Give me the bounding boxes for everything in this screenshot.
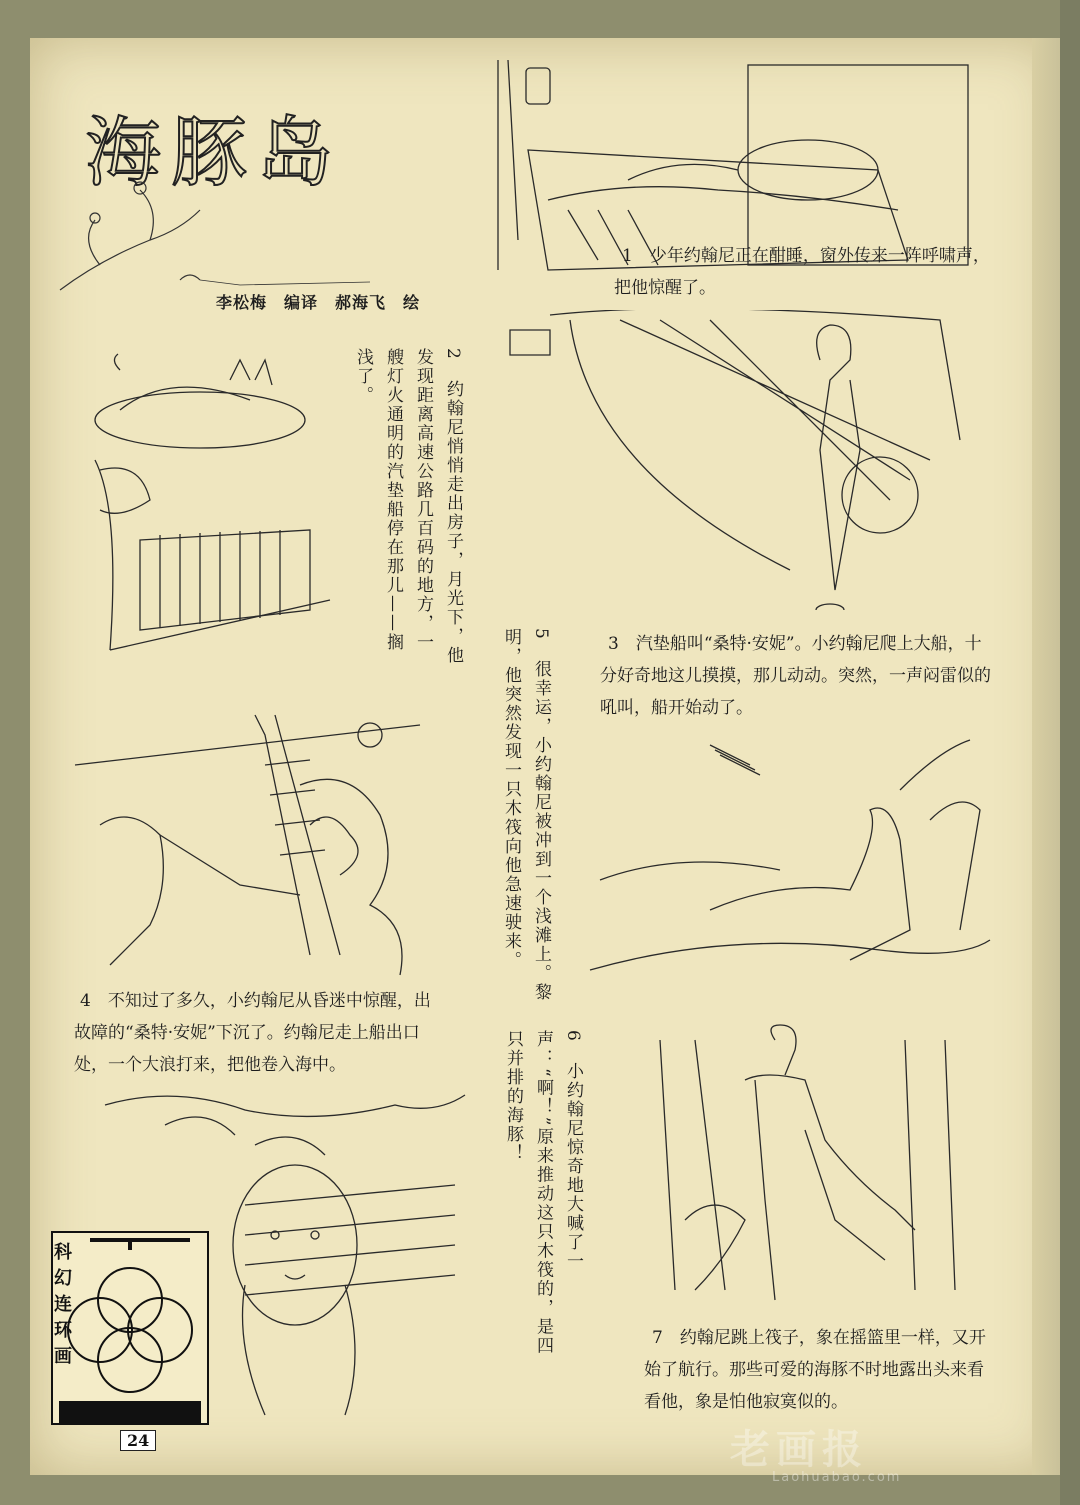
caption-1: 1 少年约翰尼正在酣睡，窗外传来一阵呼啸声，把他惊醒了。	[614, 246, 990, 298]
caption-6: 6 小约翰尼惊奇地大喊了一声：“啊！”原来推动这只木筏的，是四只并排的海豚！	[503, 1030, 583, 1356]
caption-7: 7 约翰尼跳上筏子，象在摇篮里一样，又开始了航行。那些可爱的海豚不时地露出头来看看他，象是怕他寂寞似的。	[644, 1328, 986, 1412]
panel-7-illustration	[655, 1020, 995, 1305]
caption-2: 2 约翰尼悄悄走出房子，月光下，他发现距离高速公路几百码的地方，一艘灯火通明的汽垫船停在那儿——搁浅了。	[353, 348, 463, 665]
panel-3-illustration	[490, 310, 990, 610]
watermark-url: Laohuabao.com	[772, 1470, 902, 1485]
series-logo	[50, 1230, 210, 1426]
watermark-logo: 老画报	[730, 1427, 868, 1473]
caption-4: 4 不知过了多久，小约翰尼从昏迷中惊醒，出故障的“桑特·安妮”下沉了。约翰尼走上船出口处，一个大浪打来，把他卷入海中。	[74, 991, 431, 1075]
page-fold	[1032, 38, 1060, 1475]
caption-5: 5 很幸运，小约翰尼被冲到一个浅滩上。黎明，他突然发现一只木筏向他急速驶来。	[501, 628, 551, 1002]
byline: 李松梅 编译 郝海飞 绘	[216, 293, 421, 312]
comic-title: 海豚岛	[85, 108, 343, 197]
page-number: 24	[120, 1430, 156, 1451]
panel-2-illustration	[80, 350, 340, 660]
caption-3: 3 汽垫船叫“桑特·安妮”。小约翰尼爬上大船，十分好奇地这儿摸摸，那儿动动。突然，一声闷雷似的吼叫，船开始动了。	[600, 634, 991, 718]
page-edge	[1060, 0, 1080, 1505]
series-logo-text: 科幻连环画	[54, 1242, 72, 1367]
title-decoration	[40, 170, 370, 300]
panel-4-illustration	[70, 705, 430, 980]
panel-5-illustration	[580, 730, 1000, 1000]
